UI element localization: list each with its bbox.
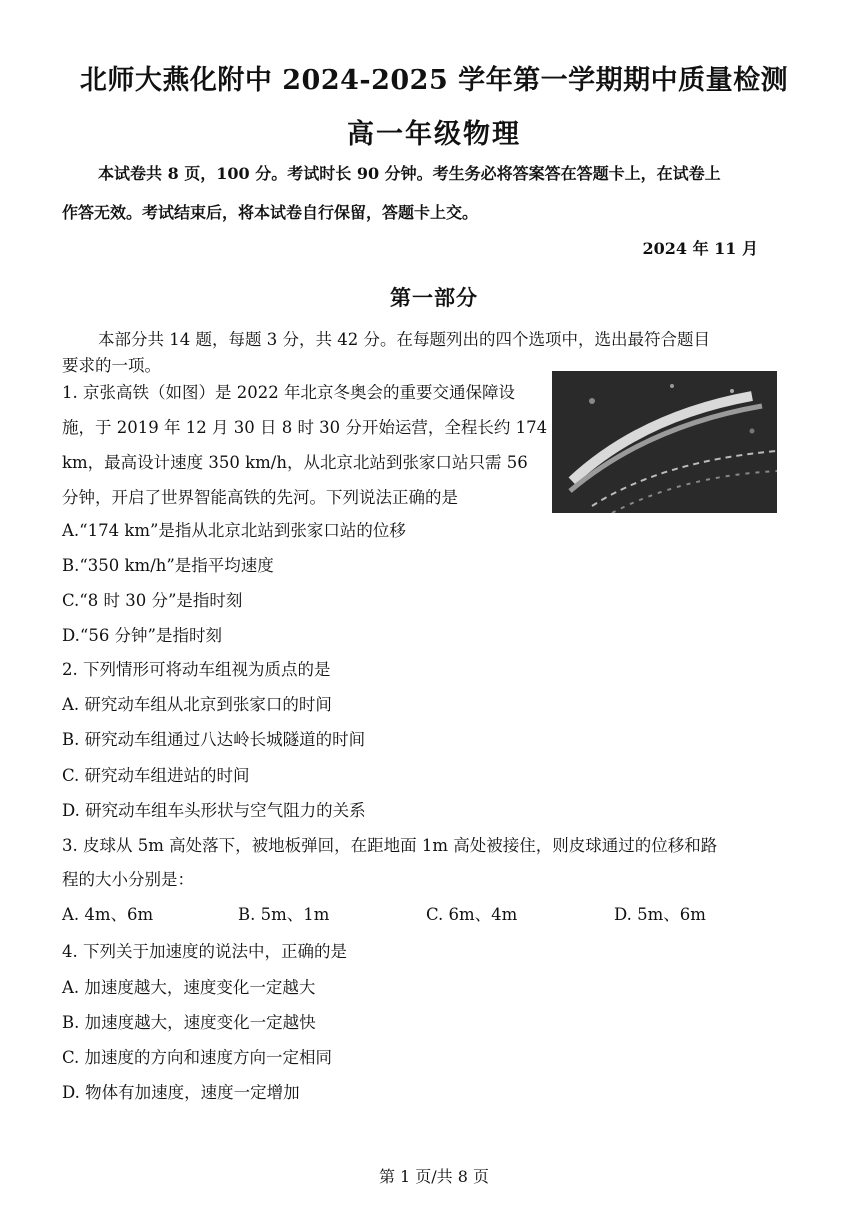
q3-option-a: A. 4m、6m	[62, 905, 154, 924]
section-title: 第一部分	[390, 285, 478, 310]
q2-option-c: C. 研究动车组进站的时间	[62, 766, 250, 785]
q4-option-a: A. 加速度越大，速度变化一定越大	[62, 978, 316, 997]
q1-option-c: C.“8 时 30 分”是指时刻	[62, 591, 243, 610]
q3-option-d: D. 5m、6m	[614, 905, 706, 924]
train-illustration	[552, 371, 777, 513]
section-intro-line1: 本部分共 14 题，每题 3 分，共 42 分。在每题列出的四个选项中，选出最符合题目	[98, 330, 710, 349]
q4-option-b: B. 加速度越大，速度变化一定越快	[62, 1013, 316, 1032]
q3-option-c: C. 6m、4m	[426, 905, 518, 924]
exam-subtitle: 高一年级物理	[347, 119, 521, 150]
exam-title: 北师大燕化附中 2024-2025 学年第一学期期中质量检测	[79, 65, 789, 96]
q1-option-a: A.“174 km”是指从北京北站到张家口站的位移	[62, 521, 406, 540]
q1-stem-line1: 1. 京张高铁（如图）是 2022 年北京冬奥会的重要交通保障设	[62, 383, 515, 402]
q2-stem: 2. 下列情形可将动车组视为质点的是	[62, 660, 331, 679]
q4-option-d: D. 物体有加速度，速度一定增加	[62, 1083, 300, 1102]
q3-stem-line2: 程的大小分别是：	[62, 870, 194, 889]
q1-stem-line4: 分钟，开启了世界智能高铁的先河。下列说法正确的是	[62, 488, 458, 507]
q1-option-b: B.“350 km/h”是指平均速度	[62, 556, 274, 575]
exam-date: 2024 年 11 月	[642, 239, 758, 258]
q4-stem: 4. 下列关于加速度的说法中，正确的是	[62, 942, 347, 961]
q1-stem-line3: km，最高设计速度 350 km/h，从北京北站到张家口站只需 56	[62, 453, 528, 472]
q2-option-d: D. 研究动车组车头形状与空气阻力的关系	[62, 801, 366, 820]
q2-option-b: B. 研究动车组通过八达岭长城隧道的时间	[62, 730, 366, 749]
exam-note-line2: 作答无效。考试结束后，将本试卷自行保留，答题卡上交。	[62, 203, 479, 222]
page-number: 第 1 页/共 8 页	[378, 1167, 490, 1186]
q3-stem-line1: 3. 皮球从 5m 高处落下，被地板弹回，在距地面 1m 高处被接住，则皮球通过的位移和路	[62, 836, 718, 855]
section-intro-line2: 要求的一项。	[62, 356, 161, 375]
q4-option-c: C. 加速度的方向和速度方向一定相同	[62, 1048, 333, 1067]
q1-stem-line2: 施，于 2019 年 12 月 30 日 8 时 30 分开始运营，全程长约 174	[62, 418, 548, 437]
high-speed-train-photo	[552, 371, 777, 513]
exam-note-line1: 本试卷共 8 页，100 分。考试时长 90 分钟。考生务必将答案答在答题卡上，在试卷上	[98, 164, 721, 183]
q1-option-d: D.“56 分钟”是指时刻	[62, 626, 222, 645]
q3-option-b: B. 5m、1m	[238, 905, 330, 924]
q2-option-a: A. 研究动车组从北京到张家口的时间	[62, 695, 332, 714]
